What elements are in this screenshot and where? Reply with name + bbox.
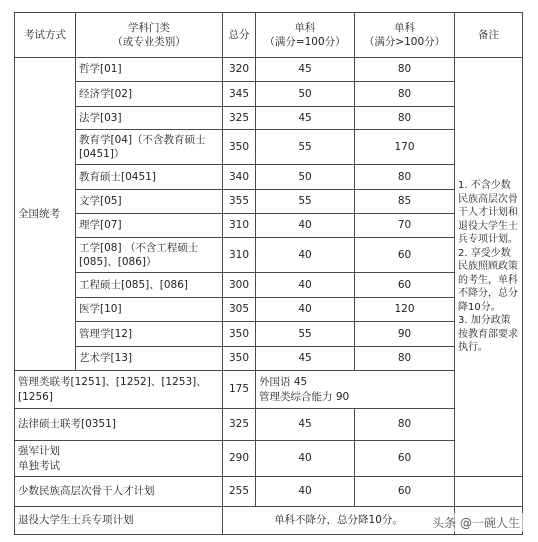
single-over-100-cell: 60 <box>355 273 455 298</box>
watermark: 头条 @一碗人生 <box>428 513 524 532</box>
single-100-cell: 55 <box>256 190 355 214</box>
table-row-strong-army <box>15 441 523 477</box>
table-row <box>15 58 523 82</box>
total-cell: 290 <box>223 441 256 477</box>
total-cell: 355 <box>223 190 256 214</box>
category-cell: 教育学[04]（不含教育硕士[0451]） <box>76 130 223 165</box>
veterans-label: 退役大学生士兵专项计划 <box>15 507 223 535</box>
single-over-100-cell: 60 <box>355 238 455 273</box>
total-cell: 340 <box>223 165 256 190</box>
category-cell: 医学[10] <box>76 298 223 322</box>
total-cell: 310 <box>223 214 256 238</box>
veterans-detail: 单科不降分，总分降10分。 <box>223 507 455 535</box>
total-cell: 325 <box>223 107 256 130</box>
category-cell: 管理学[12] <box>76 322 223 347</box>
single-100-cell: 45 <box>256 347 355 371</box>
table-row <box>15 190 523 214</box>
category-cell: 经济学[02] <box>76 82 223 107</box>
single-over-100-cell: 80 <box>355 107 455 130</box>
category-cell: 工程硕士[085]、[086] <box>76 273 223 298</box>
remarks-cell <box>455 58 523 477</box>
header-row <box>15 13 523 58</box>
single-over-100-cell: 60 <box>355 477 455 507</box>
remark-item: 1. 不含少数民族高层次骨干人才计划和退役大学生士兵专项计划。 <box>458 180 518 246</box>
single-100-cell: 55 <box>256 130 355 165</box>
table-row-mgmt-joint <box>15 371 523 409</box>
table-row-law-joint <box>15 409 523 441</box>
category-cell: 哲学[01] <box>76 58 223 82</box>
law-joint-label: 法律硕士联考[0351] <box>15 409 223 441</box>
single-100-cell: 40 <box>256 273 355 298</box>
table-row-minority <box>15 477 523 507</box>
header-single-100: 单科 （满分=100分） <box>256 13 355 58</box>
single-over-100-cell: 80 <box>355 409 455 441</box>
single-over-100-cell: 80 <box>355 347 455 371</box>
table-row <box>15 298 523 322</box>
single-over-100-cell: 120 <box>355 298 455 322</box>
header-remarks: 备注 <box>455 13 523 58</box>
single-over-100-cell: 80 <box>355 165 455 190</box>
single-100-cell: 50 <box>256 82 355 107</box>
total-cell: 350 <box>223 130 256 165</box>
mgmt-joint-label: 管理类联考[1251]、[1252]、[1253]、[1256] <box>15 371 223 409</box>
category-cell: 文学[05] <box>76 190 223 214</box>
single-100-cell: 45 <box>256 107 355 130</box>
single-over-100-cell: 80 <box>355 58 455 82</box>
minority-label: 少数民族高层次骨干人才计划 <box>15 477 223 507</box>
single-100-cell: 40 <box>256 238 355 273</box>
single-over-100-cell: 70 <box>355 214 455 238</box>
single-100-cell: 55 <box>256 322 355 347</box>
remark-item: 3. 加分政策按教育部要求执行。 <box>458 315 518 354</box>
category-cell: 教育硕士[0451] <box>76 165 223 190</box>
total-cell: 325 <box>223 409 256 441</box>
total-cell: 305 <box>223 298 256 322</box>
total-cell: 345 <box>223 82 256 107</box>
total-cell: 350 <box>223 347 256 371</box>
table-row <box>15 347 523 371</box>
single-100-cell: 45 <box>256 58 355 82</box>
single-over-100-cell: 90 <box>355 322 455 347</box>
single-100-cell: 40 <box>256 214 355 238</box>
table-row <box>15 165 523 190</box>
remark-item: 2. 享受少数民族照顾政策的考生，单科不降分，总分降10分。 <box>458 247 518 313</box>
single-over-100-cell: 60 <box>355 441 455 477</box>
single-100-cell: 45 <box>256 409 355 441</box>
table-row <box>15 322 523 347</box>
header-category: 学科门类 （或专业类别） <box>76 13 223 58</box>
header-total: 总分 <box>223 13 256 58</box>
national-exam-label: 全国统考 <box>15 58 76 371</box>
mgmt-joint-detail: 外国语 45 管理类综合能力 90 <box>256 371 455 409</box>
total-cell: 300 <box>223 273 256 298</box>
table-row <box>15 82 523 107</box>
header-exam-type: 考试方式 <box>15 13 76 58</box>
table-row <box>15 238 523 273</box>
total-cell: 255 <box>223 477 256 507</box>
single-100-cell: 40 <box>256 441 355 477</box>
category-cell: 工学[08] （不含工程硕士[085]、[086]） <box>76 238 223 273</box>
total-cell: 350 <box>223 322 256 347</box>
remarks-empty-cell <box>455 477 523 507</box>
single-100-cell: 50 <box>256 165 355 190</box>
category-cell: 理学[07] <box>76 214 223 238</box>
table-row <box>15 273 523 298</box>
header-single-over-100: 单科 （满分>100分） <box>355 13 455 58</box>
single-over-100-cell: 85 <box>355 190 455 214</box>
single-over-100-cell: 170 <box>355 130 455 165</box>
total-cell: 310 <box>223 238 256 273</box>
single-100-cell: 40 <box>256 298 355 322</box>
total-cell: 175 <box>223 371 256 409</box>
strong-army-label: 强军计划 单独考试 <box>15 441 223 477</box>
table-row <box>15 107 523 130</box>
table-row <box>15 130 523 165</box>
table-row <box>15 214 523 238</box>
single-over-100-cell: 80 <box>355 82 455 107</box>
score-table <box>14 12 523 535</box>
category-cell: 法学[03] <box>76 107 223 130</box>
total-cell: 320 <box>223 58 256 82</box>
category-cell: 艺术学[13] <box>76 347 223 371</box>
single-100-cell: 40 <box>256 477 355 507</box>
